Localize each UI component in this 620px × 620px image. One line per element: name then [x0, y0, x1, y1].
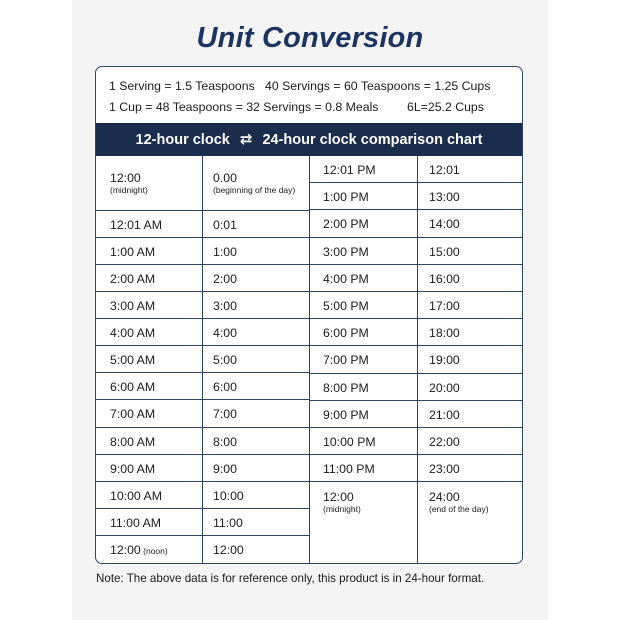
- cell-note: (end of the day): [429, 504, 489, 515]
- table-cell: [202, 292, 309, 319]
- table-cell: [417, 482, 523, 563]
- cell-value: 11:00 AM: [110, 515, 162, 530]
- cell-value: 12:00 (noon): [110, 542, 168, 557]
- cell-value: 6:00: [213, 380, 237, 395]
- cell-value: 3:00 PM: [323, 244, 369, 259]
- table-cell: [202, 536, 309, 563]
- cell-value: 1:00: [213, 245, 237, 260]
- table-cell: [96, 428, 202, 455]
- table-cell: [309, 401, 417, 428]
- cell-value: 7:00 AM: [110, 407, 156, 422]
- chart-heading: [96, 123, 522, 156]
- table-cell: [417, 401, 523, 428]
- table-cell: [417, 210, 523, 237]
- cell-value: 16:00: [429, 271, 460, 286]
- table-cell: [309, 455, 417, 482]
- table-row: [309, 210, 523, 237]
- table-cell: [202, 156, 309, 211]
- cell-value: 2:00 PM: [323, 217, 369, 232]
- table-cell: [417, 156, 523, 183]
- cell-value: 23:00: [429, 462, 460, 477]
- cell-value: 4:00: [213, 326, 237, 341]
- table-row: [309, 455, 523, 482]
- cell-value: 7:00: [213, 407, 237, 422]
- cell-value: 14:00: [429, 217, 460, 232]
- cell-value: 10:00 PM: [323, 435, 376, 449]
- table-cell: [417, 238, 523, 265]
- table-cell: [417, 346, 523, 373]
- table-cell: [96, 536, 202, 563]
- table-row: [309, 292, 523, 319]
- table-cell: [417, 292, 523, 319]
- cell-value: 1:00 PM: [323, 190, 369, 205]
- cell-value: 10:00 AM: [110, 488, 162, 503]
- table-row: [309, 265, 523, 292]
- cell-note: (midnight): [323, 504, 361, 515]
- table-cell: [202, 482, 309, 509]
- cell-value: 11:00: [213, 515, 243, 530]
- column-divider: [417, 156, 418, 563]
- table-cell: [309, 346, 417, 373]
- column-divider: [202, 156, 203, 563]
- cell-value: 5:00: [213, 353, 237, 368]
- table-row: [309, 156, 523, 183]
- cell-value: 8:00: [213, 434, 237, 449]
- table-row: [309, 238, 523, 265]
- cell-value: 7:00 PM: [323, 353, 369, 368]
- table-cell: [96, 373, 202, 400]
- table-cell: [309, 374, 417, 401]
- table-cell: [96, 509, 202, 536]
- cell-value: 9:00 PM: [323, 407, 369, 422]
- table-cell: [202, 373, 309, 400]
- table-cell: [417, 455, 523, 482]
- cell-value: 5:00 PM: [323, 299, 369, 313]
- cell-value: 0:01: [213, 218, 237, 232]
- table-cell: [309, 265, 417, 292]
- table-cell: [417, 319, 523, 346]
- table-cell: [202, 211, 309, 238]
- cell-value: 13:00: [429, 190, 460, 205]
- conversion-text: 40 Servings = 60 Teaspoons = 1.25 Cups: [265, 79, 491, 93]
- cell-value: 1:00 AM: [110, 245, 156, 260]
- cell-value: 12:00: [213, 542, 244, 557]
- cell-value: 12:01: [429, 163, 460, 177]
- cell-value: 15:00: [429, 244, 460, 259]
- table-cell: [417, 183, 523, 210]
- column-divider: [309, 156, 310, 563]
- cell-value: 6:00 PM: [323, 326, 369, 341]
- cell-value: 12:00: [323, 490, 354, 505]
- table-cell: [96, 400, 202, 427]
- cell-value: 3:00: [213, 299, 237, 314]
- table-cell: [96, 319, 202, 346]
- cell-value: 5:00 AM: [110, 353, 156, 368]
- table-cell: [202, 509, 309, 536]
- table-cell: [309, 292, 417, 319]
- cell-value: 2:00: [213, 272, 237, 287]
- cell-value: 9:00 AM: [110, 461, 156, 476]
- cell-value: 17:00: [429, 299, 460, 313]
- table-cell: [417, 428, 523, 455]
- table-row: [309, 428, 523, 455]
- table-cell: [202, 428, 309, 455]
- table-cell: [96, 292, 202, 319]
- table-cell: [417, 374, 523, 401]
- table-row: [309, 183, 523, 210]
- table-cell: [96, 455, 202, 482]
- table-cell: [309, 428, 417, 455]
- table-cell: [96, 156, 202, 211]
- table-cell: [309, 183, 417, 210]
- table-cell: [417, 265, 523, 292]
- cell-note: (midnight): [110, 185, 148, 195]
- table-cell: [202, 238, 309, 265]
- cell-value: 3:00 AM: [110, 299, 156, 314]
- cell-value: 19:00: [429, 353, 460, 368]
- cell-note: (beginning of the day): [213, 185, 296, 195]
- table-cell: [96, 265, 202, 292]
- cell-value: 20:00: [429, 380, 460, 395]
- chart-heading-right: 24-hour clock comparison chart: [262, 132, 483, 148]
- page-title: Unit Conversion: [196, 22, 424, 54]
- clock-comparison-table: [96, 156, 522, 563]
- table-row: [309, 319, 523, 346]
- cell-value: 24:00: [429, 490, 460, 505]
- table-row: [309, 482, 523, 563]
- conversion-text: 1 Serving = 1.5 Teaspoons: [109, 79, 255, 93]
- cell-note: (noon): [140, 545, 168, 556]
- table-cell: [309, 156, 417, 183]
- table-cell: [96, 482, 202, 509]
- swap-arrows-icon: ⇄: [239, 131, 253, 148]
- table-row: [309, 374, 523, 401]
- table-row: [309, 401, 523, 428]
- cell-value: 6:00 AM: [110, 380, 156, 395]
- conversion-text: 1 Cup = 48 Teaspoons = 32 Servings = 0.8 Meals: [109, 100, 379, 114]
- cell-value: 2:00 AM: [110, 272, 156, 287]
- table-cell: [309, 238, 417, 265]
- table-cell: [202, 265, 309, 292]
- cell-value: 9:00: [213, 461, 237, 476]
- cell-value: 0.00: [213, 171, 237, 185]
- table-cell: [202, 455, 309, 482]
- table-cell: [96, 346, 202, 373]
- chart-heading-left: 12-hour clock: [135, 132, 230, 148]
- footnote: Note: The above data is for reference only, this product is in 24-hour format.: [96, 572, 485, 585]
- cell-value: 18:00: [429, 326, 460, 341]
- cell-value: 12:00: [110, 171, 141, 185]
- table-cell: [309, 482, 417, 563]
- table-cell: [96, 211, 202, 238]
- table-cell: [202, 400, 309, 427]
- cell-value: 12:01 AM: [110, 218, 162, 232]
- cell-value: 10:00: [213, 488, 244, 503]
- table-cell: [309, 210, 417, 237]
- cell-value: 12:01 PM: [323, 163, 376, 177]
- cell-value: 11:00 PM: [323, 462, 375, 477]
- table-cell: [96, 238, 202, 265]
- cell-value: 8:00 AM: [110, 434, 156, 449]
- conversion-text: 6L=25.2 Cups: [407, 100, 484, 114]
- cell-value: 4:00 PM: [323, 271, 369, 286]
- cell-value: 4:00 AM: [110, 326, 156, 341]
- table-row: [309, 346, 523, 373]
- table-cell: [202, 346, 309, 373]
- cell-value: 22:00: [429, 435, 460, 449]
- table-cell: [202, 319, 309, 346]
- cell-value: 21:00: [429, 407, 460, 422]
- cell-value: 8:00 PM: [323, 380, 369, 395]
- conversion-card: [95, 66, 523, 564]
- table-cell: [309, 319, 417, 346]
